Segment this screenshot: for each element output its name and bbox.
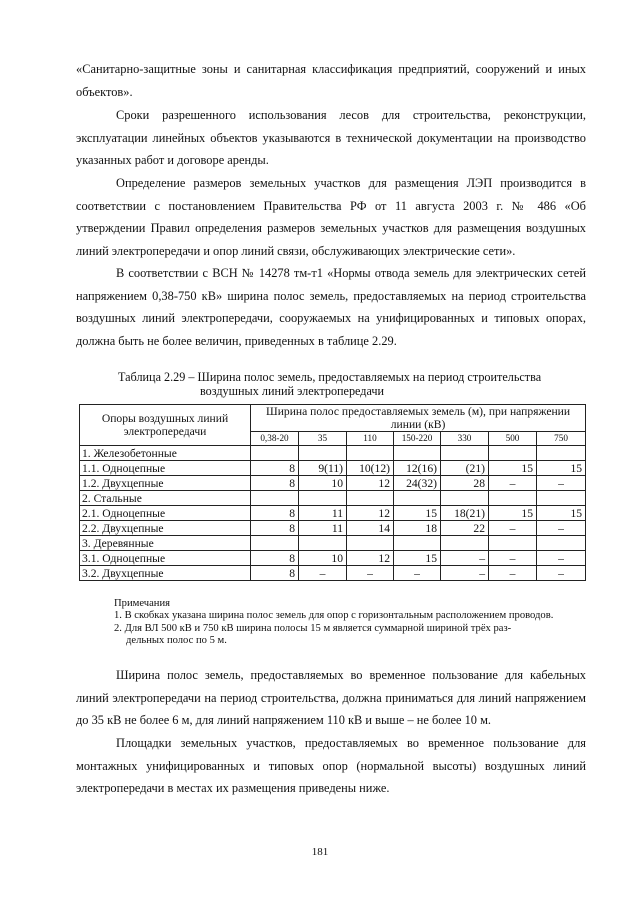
table-cell: (21)	[441, 461, 489, 476]
table-cell	[441, 491, 489, 506]
voltage-header: 35	[299, 432, 347, 446]
table-cell: 9(11)	[299, 461, 347, 476]
table-cell: 22	[441, 521, 489, 536]
voltage-header: 330	[441, 432, 489, 446]
table-cell	[394, 491, 441, 506]
table-body	[80, 446, 586, 581]
row-label: 1.1. Одноцепные	[80, 461, 251, 476]
table-row	[80, 461, 586, 476]
table-cell: 8	[251, 476, 299, 491]
table-cell: 8	[251, 551, 299, 566]
table-cell: –	[537, 566, 586, 581]
table-cell: 18	[394, 521, 441, 536]
note-1: 1. В скобках указана ширина полос земель для опор с горизонтальным расположением проводов.	[114, 610, 554, 622]
table-cell: 24(32)	[394, 476, 441, 491]
table-cell	[299, 446, 347, 461]
table-cell: 12	[347, 476, 394, 491]
table-cell	[347, 446, 394, 461]
table-cell: 12	[347, 506, 394, 521]
table-cell: 12(16)	[394, 461, 441, 476]
table-cell: 15	[489, 506, 537, 521]
note-2-line-2: дельных полос по 5 м.	[126, 634, 227, 646]
table-cell	[537, 491, 586, 506]
table-cell: –	[489, 476, 537, 491]
row-label: 1. Железобетонные	[80, 446, 251, 461]
paragraph-4: В соответствии с ВСН № 14278 тм-т1 «Нормы отвода земель для электрических сетей напряжением 0,38-750 кВ» ширина полос земель, предоставляемых на период строительства воздушных линий электропередачи, сооружаемых на унифицированных и типовых опорах, должна быть не более величин, приведенных в таблице 2.29.	[76, 266, 586, 348]
voltage-header: 500	[489, 432, 537, 446]
table-notes	[76, 598, 586, 647]
table-cell	[251, 536, 299, 551]
row-label: 2. Стальные	[80, 491, 251, 506]
table-cell: 15	[394, 506, 441, 521]
voltage-header: 150-220	[394, 432, 441, 446]
table-caption-line-2: воздушных линий электропередачи	[200, 384, 385, 398]
table-cell: 15	[537, 461, 586, 476]
table-caption-line-1: Таблица 2.29 – Ширина полос земель, предоставляемых на период строительства	[118, 370, 542, 384]
table-cell	[251, 446, 299, 461]
table-cell: 18(21)	[441, 506, 489, 521]
row-label: 2.2. Двухцепные	[80, 521, 251, 536]
voltage-header: 0,38-20	[251, 432, 299, 446]
table-cell: –	[394, 566, 441, 581]
table-cell: –	[441, 551, 489, 566]
table-cell: 8	[251, 506, 299, 521]
table-row	[80, 506, 586, 521]
table-row	[80, 536, 586, 551]
table-cell: –	[537, 551, 586, 566]
header-supports: Опоры воздушных линий электропередачи	[80, 405, 251, 446]
note-2-line-1: 2. Для ВЛ 500 кВ и 750 кВ ширина полосы 15 м является суммарной шириной трёх раз-	[114, 622, 512, 634]
paragraph-6: Площадки земельных участков, предоставляемых во временное пользование для монтажных унифицированных и типовых опор (нормальной высоты) воздушных линий электропередачи в местах их размещения приведены ниже.	[76, 736, 586, 796]
row-label: 3.1. Одноцепные	[80, 551, 251, 566]
row-label: 3. Деревянные	[80, 536, 251, 551]
table-cell: 28	[441, 476, 489, 491]
table-cell: 15	[537, 506, 586, 521]
table-cell	[489, 536, 537, 551]
row-label: 2.1. Одноцепные	[80, 506, 251, 521]
row-label: 3.2. Двухцепные	[80, 566, 251, 581]
table-cell: 10	[299, 551, 347, 566]
table-caption	[76, 370, 586, 398]
table-cell: 14	[347, 521, 394, 536]
table-cell: 12	[347, 551, 394, 566]
table-cell: 10	[299, 476, 347, 491]
table-row	[80, 551, 586, 566]
table-cell: –	[347, 566, 394, 581]
table-cell: 8	[251, 461, 299, 476]
table-cell	[251, 491, 299, 506]
paragraph-5: Ширина полос земель, предоставляемых во временное пользование для кабельных линий электропередачи на период строительства, должна приниматься для линий напряжением до 35 кВ не более 6 м, для линий напряжением 110 кВ и выше – не более 10 м.	[76, 668, 586, 728]
table-cell	[441, 446, 489, 461]
table-cell: –	[489, 566, 537, 581]
table-row	[80, 521, 586, 536]
land-width-table	[79, 404, 586, 581]
table-cell	[537, 536, 586, 551]
table-cell	[394, 446, 441, 461]
row-label: 1.2. Двухцепные	[80, 476, 251, 491]
table-cell: –	[537, 521, 586, 536]
table-cell	[537, 446, 586, 461]
table-cell	[347, 536, 394, 551]
table-cell: 11	[299, 506, 347, 521]
voltage-header: 750	[537, 432, 586, 446]
table-cell: 11	[299, 521, 347, 536]
table-cell	[347, 491, 394, 506]
voltage-header: 110	[347, 432, 394, 446]
table-cell: –	[441, 566, 489, 581]
table-cell	[441, 536, 489, 551]
table-row	[80, 476, 586, 491]
table-row	[80, 446, 586, 461]
table-cell	[299, 491, 347, 506]
paragraph-2: Сроки разрешенного использования лесов для строительства, реконструкции, эксплуатации линейных объектов указываются в технической документации на производство указанных работ и договоре аренды.	[76, 108, 586, 168]
table-cell: –	[489, 551, 537, 566]
table-row	[80, 491, 586, 506]
table-cell: 8	[251, 521, 299, 536]
table-cell	[394, 536, 441, 551]
table-cell	[489, 446, 537, 461]
table-cell	[299, 536, 347, 551]
table-cell	[489, 491, 537, 506]
table-cell: 15	[394, 551, 441, 566]
table-cell: –	[537, 476, 586, 491]
table-cell: 10(12)	[347, 461, 394, 476]
notes-title: Примечания	[114, 598, 170, 609]
paragraph-3: Определение размеров земельных участков для размещения ЛЭП производится в соответствии с постановлением Правительства РФ от 11 августа 2003 г. № 486 «Об утверждении Правил определения размеров земельных участков для размещения воздушных линий электропередачи и опор линий связи, обслуживающих электрические сети».	[76, 176, 586, 258]
header-width: Ширина полос предоставляемых земель (м), при напряжении линии (кВ)	[251, 405, 586, 432]
table-cell: 15	[489, 461, 537, 476]
paragraph-1: «Санитарно-защитные зоны и санитарная классификация предприятий, сооружений и иных объектов».	[76, 62, 586, 99]
table-row	[80, 566, 586, 581]
table-cell: 8	[251, 566, 299, 581]
table-cell: –	[489, 521, 537, 536]
page-number: 181	[311, 846, 329, 858]
table-cell: –	[299, 566, 347, 581]
